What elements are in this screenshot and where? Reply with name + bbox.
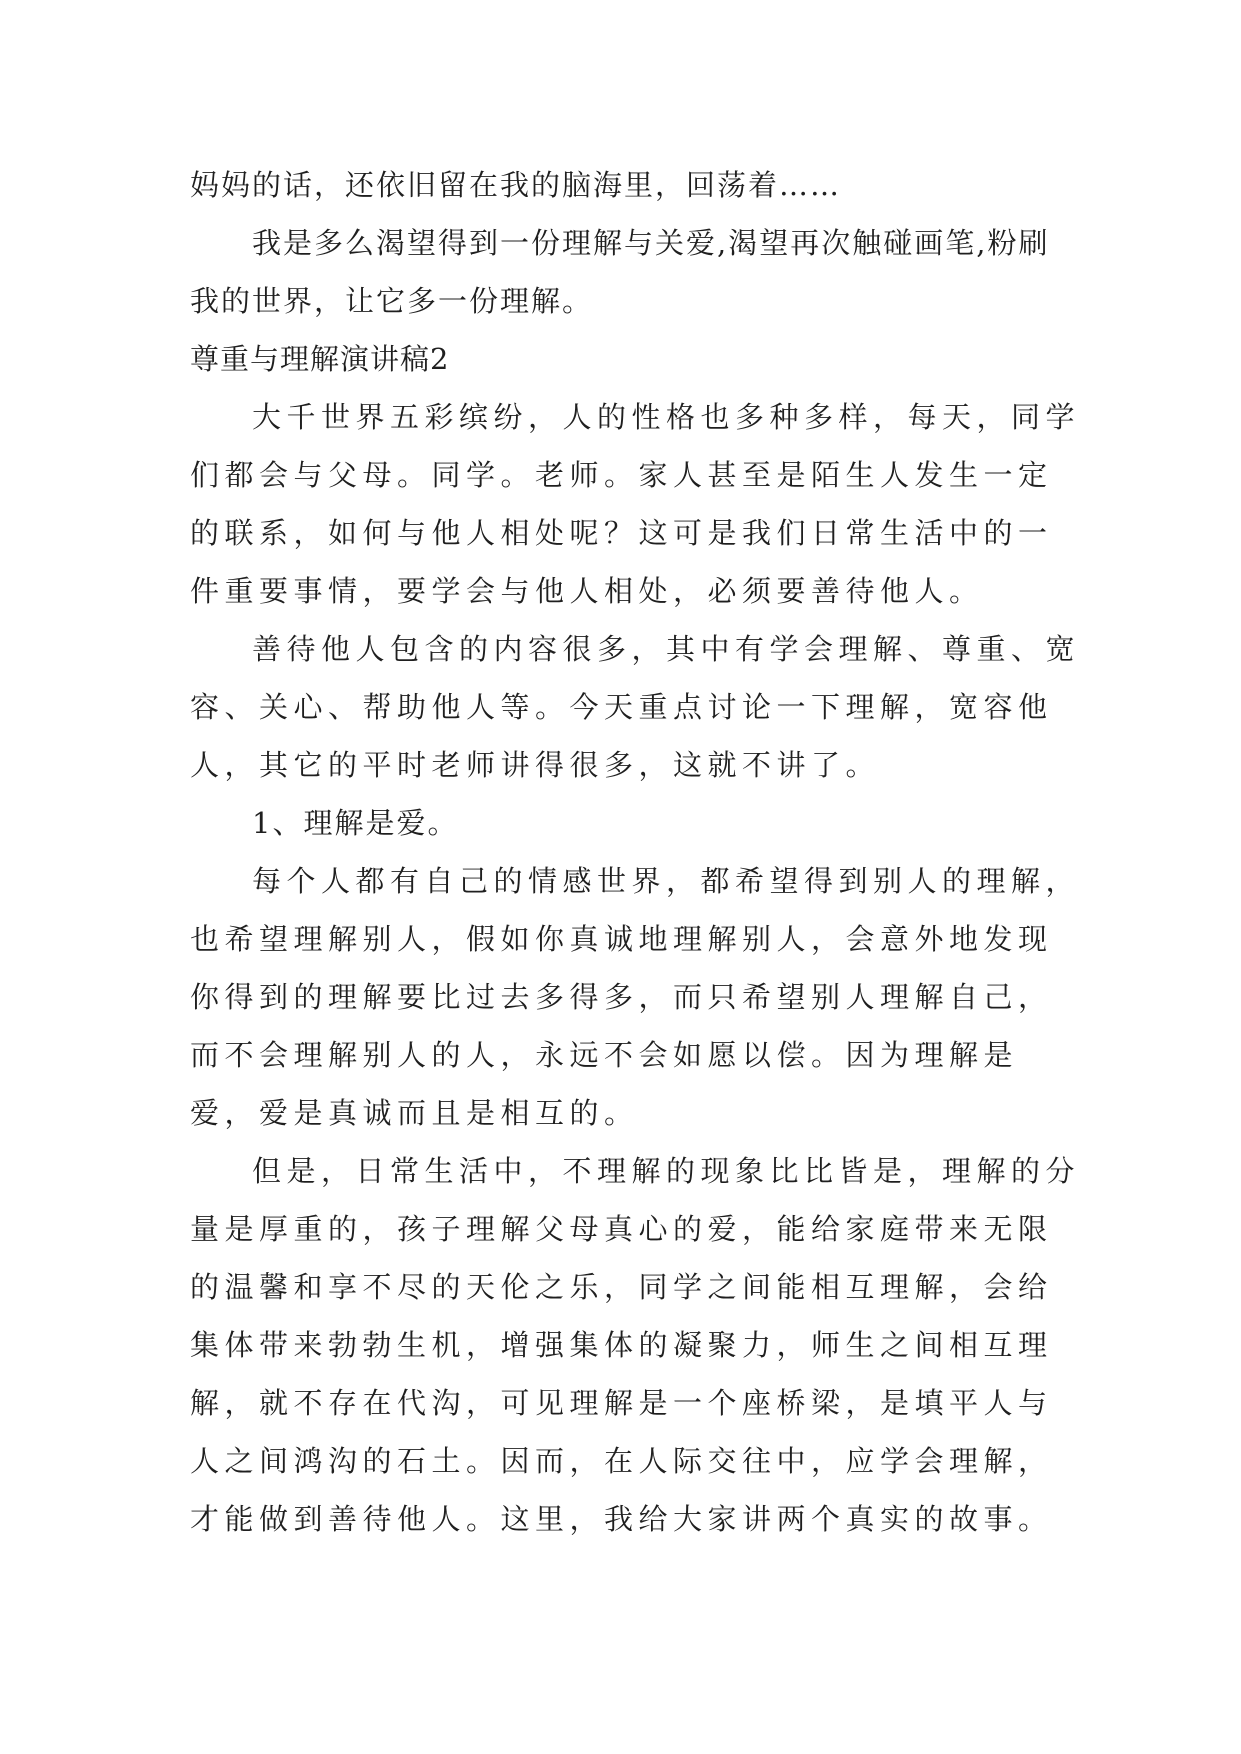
paragraph-continuation: 妈妈的话，还依旧留在我的脑海里，回荡着……	[190, 168, 842, 202]
paragraph: 但是，日常生活中，不理解的现象比比皆是，理解的分量是厚重的，孩子理解父母真心的爱，能给家庭带来无限的温馨和享不尽的天伦之乐，同学之间能相互理解，会给集体带来勃勃生机，增强集体的凝聚力，师生之间相互理解，就不存在代沟，可见理解是一个座桥梁，是填平人与人之间鸿沟的石土。因而，在人际交往中，应学会理解，才能做到善待他人。这里，我给大家讲两个真实的故事。	[190, 1154, 1081, 1536]
paragraph: 每个人都有自己的情感世界，都希望得到别人的理解，也希望理解别人，假如你真诚地理解别人，会意外地发现你得到的理解要比过去多得多，而只希望别人理解自己，而不会理解别人的人，永远不会如愿以偿。因为理解是爱，爱是真诚而且是相互的。	[190, 864, 1081, 1130]
paragraph: 我是多么渴望得到一份理解与关爱,渴望再次触碰画笔,粉刷我的世界，让它多一份理解。	[190, 226, 1050, 318]
paragraph: 善待他人包含的内容很多，其中有学会理解、尊重、宽容、关心、帮助他人等。今天重点讨论一下理解，宽容他人，其它的平时老师讲得很多，这就不讲了。	[190, 632, 1081, 782]
section-title: 尊重与理解演讲稿2	[190, 342, 450, 376]
paragraph: 大千世界五彩缤纷，人的性格也多种多样，每天，同学们都会与父母。同学。老师。家人甚至是陌生人发生一定的联系，如何与他人相处呢？这可是我们日常生活中的一件重要事情，要学会与他人相处，必须要善待他人。	[190, 400, 1081, 608]
list-heading: 1、理解是爱。	[252, 806, 459, 840]
document-body	[190, 156, 1080, 1548]
